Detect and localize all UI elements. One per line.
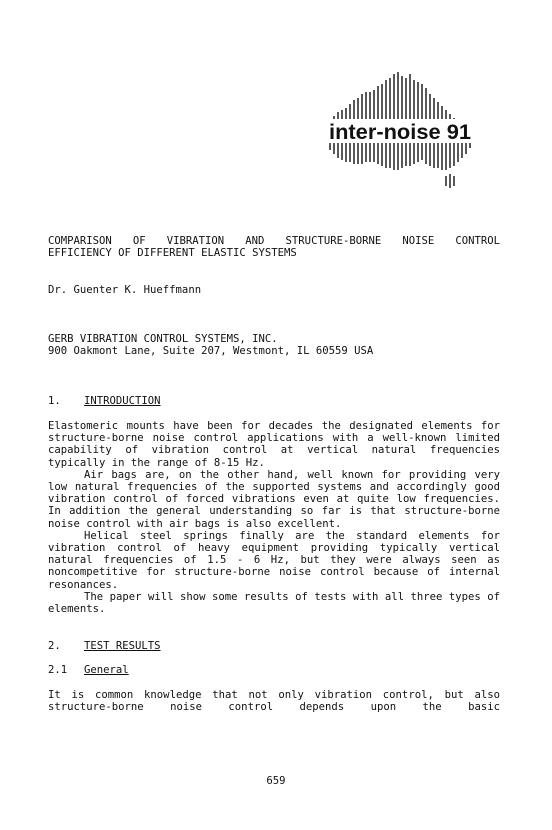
subsection-2-1-heading (48, 664, 500, 676)
affiliation-address: 900 Oakmont Lane, Suite 207, Westmont, IL 60559 USA (48, 345, 374, 358)
section-1-title: INTRODUCTION (84, 395, 161, 407)
section-2-heading (48, 640, 500, 652)
paragraph: The paper will show some results of tests with all three types of elements. (48, 590, 500, 616)
section-1-heading (48, 395, 500, 407)
subsection-number: 2.1 (48, 664, 68, 676)
paragraph: It is common knowledge that not only vibration control, but also structure-borne noise control depends upon the basic (48, 689, 500, 714)
paragraph: Helical steel springs finally are the standard elements for vibration control of heavy equipment providing typically vertical natural frequencies of 1.5 - 6 Hz, but they were always seen as noncompetitive for structure-borne noise control because of internal resonances. (48, 529, 500, 591)
logo-text: inter-noise 91 (329, 121, 472, 144)
subsection-title: General (84, 664, 129, 676)
section-2-title: TEST RESULTS (84, 640, 161, 652)
author: Dr. Guenter K. Hueffmann (48, 284, 202, 296)
section-1-number: 1. (48, 395, 61, 407)
section-2-number: 2. (48, 640, 61, 652)
paragraph: Air bags are, on the other hand, well known for providing very low natural frequencies of the supported systems and accordingly good vibration control of forced vibrations even at quite low frequencies. In addition the general understanding so far is that structure-borne noise control with air bags is also excellent. (48, 468, 500, 530)
page-number: 659 (266, 775, 286, 787)
title-line-2: EFFICIENCY OF DIFFERENT ELASTIC SYSTEMS (48, 247, 297, 260)
paragraph: Elastomeric mounts have been for decades the designated elements for structure-borne noise control applications with a well-known limited capability of vibration control at vertical natural frequencies typically in the range of 8-15 Hz. (48, 420, 500, 469)
affiliation (48, 333, 500, 357)
affiliation-company: GERB VIBRATION CONTROL SYSTEMS, INC. (48, 333, 278, 345)
paper-title (48, 235, 500, 259)
section-2-body (48, 689, 500, 713)
title-line-1: COMPARISON OF VIBRATION AND STRUCTURE-BORNE NOISE CONTROL (48, 235, 500, 247)
conference-logo (324, 70, 484, 192)
section-1-body (48, 420, 500, 615)
australia-stripes-icon (324, 70, 484, 192)
